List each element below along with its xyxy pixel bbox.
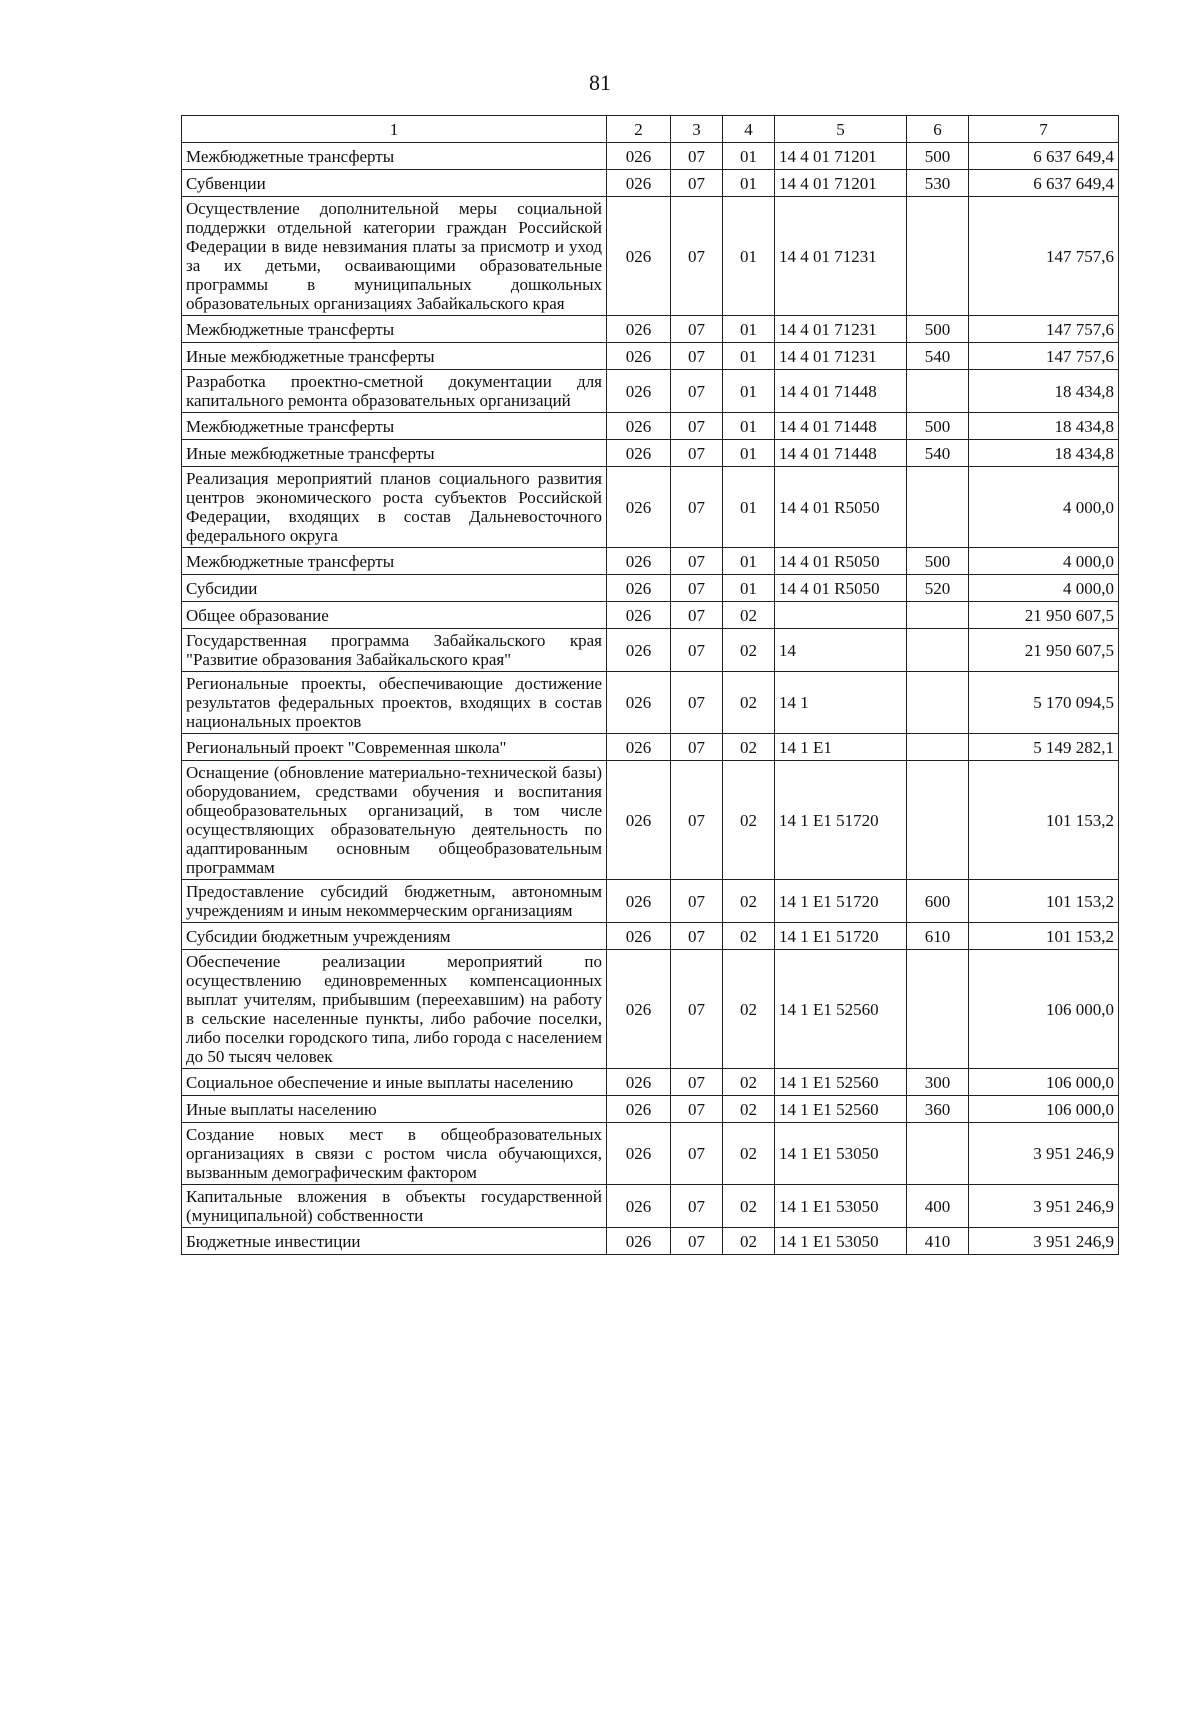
- amount-cell: 147 757,6: [969, 197, 1119, 316]
- table-row: [182, 1185, 1119, 1228]
- target-article-cell: 14 4 01 71448: [775, 413, 907, 440]
- section-code-cell: 07: [671, 734, 723, 761]
- ministry-code-cell: 026: [607, 1123, 671, 1185]
- table-row: [182, 1069, 1119, 1096]
- subsection-code-cell: 02: [723, 1123, 775, 1185]
- expense-type-cell: [907, 370, 969, 413]
- subsection-code-cell: 01: [723, 143, 775, 170]
- section-code-cell: 07: [671, 575, 723, 602]
- amount-cell: 18 434,8: [969, 413, 1119, 440]
- ministry-code-cell: 026: [607, 143, 671, 170]
- subsection-code-cell: 01: [723, 197, 775, 316]
- table-row: [182, 734, 1119, 761]
- target-article-cell: 14 1 E1 53050: [775, 1185, 907, 1228]
- target-article-cell: 14 1 E1 51720: [775, 923, 907, 950]
- budget-table: [181, 115, 1119, 1255]
- row-name-cell: Реализация мероприятий планов социального развития центров экономического роста субъектов Российской Федерации, входящих в состав Дальневосточного федерального округа: [182, 467, 607, 548]
- target-article-cell: 14 1 E1: [775, 734, 907, 761]
- ministry-code-cell: 026: [607, 880, 671, 923]
- target-article-cell: 14 1 E1 52560: [775, 1096, 907, 1123]
- row-name-cell: Иные межбюджетные трансферты: [182, 343, 607, 370]
- subsection-code-cell: 02: [723, 629, 775, 672]
- section-code-cell: 07: [671, 548, 723, 575]
- amount-cell: 21 950 607,5: [969, 602, 1119, 629]
- expense-type-cell: 540: [907, 440, 969, 467]
- section-code-cell: 07: [671, 672, 723, 734]
- ministry-code-cell: 026: [607, 170, 671, 197]
- section-code-cell: 07: [671, 143, 723, 170]
- ministry-code-cell: 026: [607, 575, 671, 602]
- target-article-cell: 14 4 01 71231: [775, 197, 907, 316]
- row-name-cell: Межбюджетные трансферты: [182, 548, 607, 575]
- ministry-code-cell: 026: [607, 950, 671, 1069]
- ministry-code-cell: 026: [607, 1069, 671, 1096]
- table-row: [182, 1228, 1119, 1255]
- page-number: 81: [589, 70, 611, 95]
- row-name-cell: Обеспечение реализации мероприятий по осуществлению единовременных компенсационных выплат учителям, прибывшим (переехавшим) на работу в сельские населенные пункты, либо рабочие поселки, либо поселки городского типа, либо города с населением до 50 тысяч человек: [182, 950, 607, 1069]
- row-name-cell: Региональный проект "Современная школа": [182, 734, 607, 761]
- ministry-code-cell: 026: [607, 440, 671, 467]
- row-name-cell: Межбюджетные трансферты: [182, 143, 607, 170]
- table-row: [182, 413, 1119, 440]
- expense-type-cell: 500: [907, 143, 969, 170]
- table-row: [182, 602, 1119, 629]
- subsection-code-cell: 02: [723, 1228, 775, 1255]
- expense-type-cell: [907, 672, 969, 734]
- table-row: [182, 629, 1119, 672]
- expense-type-cell: [907, 950, 969, 1069]
- amount-cell: 4 000,0: [969, 467, 1119, 548]
- subsection-code-cell: 01: [723, 548, 775, 575]
- amount-cell: 4 000,0: [969, 575, 1119, 602]
- section-code-cell: 07: [671, 467, 723, 548]
- expense-type-cell: [907, 467, 969, 548]
- row-name-cell: Осуществление дополнительной меры социальной поддержки отдельной категории граждан Российской Федерации в виде невзимания платы за присмотр и уход за их детьми, осваивающими образовательные программы в муниципальных дошкольных образовательных организациях Забайкальского края: [182, 197, 607, 316]
- section-code-cell: 07: [671, 1228, 723, 1255]
- table-row: [182, 923, 1119, 950]
- table-row: [182, 950, 1119, 1069]
- header-cell-3: 3: [671, 116, 723, 143]
- amount-cell: 101 153,2: [969, 761, 1119, 880]
- section-code-cell: 07: [671, 440, 723, 467]
- ministry-code-cell: 026: [607, 548, 671, 575]
- subsection-code-cell: 02: [723, 1096, 775, 1123]
- subsection-code-cell: 01: [723, 440, 775, 467]
- row-name-cell: Иные выплаты населению: [182, 1096, 607, 1123]
- row-name-cell: Иные межбюджетные трансферты: [182, 440, 607, 467]
- section-code-cell: 07: [671, 1123, 723, 1185]
- subsection-code-cell: 01: [723, 343, 775, 370]
- expense-type-cell: [907, 1123, 969, 1185]
- section-code-cell: 07: [671, 923, 723, 950]
- ministry-code-cell: 026: [607, 370, 671, 413]
- target-article-cell: 14 1 E1 53050: [775, 1123, 907, 1185]
- row-name-cell: Общее образование: [182, 602, 607, 629]
- target-article-cell: 14 1 E1 51720: [775, 880, 907, 923]
- row-name-cell: Предоставление субсидий бюджетным, автономным учреждениям и иным некоммерческим организациям: [182, 880, 607, 923]
- target-article-cell: 14 1 E1 52560: [775, 1069, 907, 1096]
- expense-type-cell: 610: [907, 923, 969, 950]
- expense-type-cell: 410: [907, 1228, 969, 1255]
- target-article-cell: 14 4 01 71448: [775, 370, 907, 413]
- ministry-code-cell: 026: [607, 343, 671, 370]
- target-article-cell: 14 1 E1 52560: [775, 950, 907, 1069]
- subsection-code-cell: 01: [723, 370, 775, 413]
- ministry-code-cell: 026: [607, 1096, 671, 1123]
- section-code-cell: 07: [671, 761, 723, 880]
- ministry-code-cell: 026: [607, 1185, 671, 1228]
- amount-cell: 4 000,0: [969, 548, 1119, 575]
- expense-type-cell: [907, 602, 969, 629]
- section-code-cell: 07: [671, 602, 723, 629]
- row-name-cell: Разработка проектно-сметной документации для капитального ремонта образовательных организаций: [182, 370, 607, 413]
- expense-type-cell: 300: [907, 1069, 969, 1096]
- section-code-cell: 07: [671, 1185, 723, 1228]
- amount-cell: 5 170 094,5: [969, 672, 1119, 734]
- row-name-cell: Оснащение (обновление материально-технической базы) оборудованием, средствами обучения и воспитания общеобразовательных организаций, в том числе осуществляющих образовательную деятельность по адаптированным основным общеобразовательным программам: [182, 761, 607, 880]
- amount-cell: 3 951 246,9: [969, 1185, 1119, 1228]
- amount-cell: 3 951 246,9: [969, 1228, 1119, 1255]
- expense-type-cell: 600: [907, 880, 969, 923]
- row-name-cell: Социальное обеспечение и иные выплаты населению: [182, 1069, 607, 1096]
- amount-cell: 106 000,0: [969, 1069, 1119, 1096]
- row-name-cell: Межбюджетные трансферты: [182, 316, 607, 343]
- target-article-cell: 14 1 E1 51720: [775, 761, 907, 880]
- table-row: [182, 1123, 1119, 1185]
- target-article-cell: 14 4 01 71201: [775, 143, 907, 170]
- ministry-code-cell: 026: [607, 672, 671, 734]
- section-code-cell: 07: [671, 1069, 723, 1096]
- row-name-cell: Государственная программа Забайкальского края "Развитие образования Забайкальского края": [182, 629, 607, 672]
- section-code-cell: 07: [671, 629, 723, 672]
- section-code-cell: 07: [671, 343, 723, 370]
- header-cell-5: 5: [775, 116, 907, 143]
- expense-type-cell: [907, 197, 969, 316]
- row-name-cell: Региональные проекты, обеспечивающие достижение результатов федеральных проектов, входящих в состав национальных проектов: [182, 672, 607, 734]
- subsection-code-cell: 01: [723, 170, 775, 197]
- expense-type-cell: 530: [907, 170, 969, 197]
- ministry-code-cell: 026: [607, 629, 671, 672]
- target-article-cell: 14 4 01 71448: [775, 440, 907, 467]
- section-code-cell: 07: [671, 1096, 723, 1123]
- subsection-code-cell: 02: [723, 734, 775, 761]
- target-article-cell: 14 4 01 71231: [775, 316, 907, 343]
- subsection-code-cell: 02: [723, 672, 775, 734]
- target-article-cell: [775, 602, 907, 629]
- ministry-code-cell: 026: [607, 734, 671, 761]
- amount-cell: 101 153,2: [969, 880, 1119, 923]
- expense-type-cell: 540: [907, 343, 969, 370]
- subsection-code-cell: 02: [723, 923, 775, 950]
- subsection-code-cell: 01: [723, 413, 775, 440]
- amount-cell: 21 950 607,5: [969, 629, 1119, 672]
- target-article-cell: 14 1 E1 53050: [775, 1228, 907, 1255]
- section-code-cell: 07: [671, 170, 723, 197]
- table-row: [182, 548, 1119, 575]
- table-row: [182, 197, 1119, 316]
- ministry-code-cell: 026: [607, 923, 671, 950]
- expense-type-cell: 520: [907, 575, 969, 602]
- amount-cell: 147 757,6: [969, 343, 1119, 370]
- amount-cell: 6 637 649,4: [969, 143, 1119, 170]
- subsection-code-cell: 01: [723, 467, 775, 548]
- header-cell-7: 7: [969, 116, 1119, 143]
- target-article-cell: 14 4 01 71201: [775, 170, 907, 197]
- ministry-code-cell: 026: [607, 316, 671, 343]
- ministry-code-cell: 026: [607, 413, 671, 440]
- row-name-cell: Бюджетные инвестиции: [182, 1228, 607, 1255]
- subsection-code-cell: 02: [723, 880, 775, 923]
- section-code-cell: 07: [671, 316, 723, 343]
- table-header-row: [182, 116, 1119, 143]
- table-row: [182, 672, 1119, 734]
- expense-type-cell: 500: [907, 316, 969, 343]
- amount-cell: 5 149 282,1: [969, 734, 1119, 761]
- expense-type-cell: 360: [907, 1096, 969, 1123]
- subsection-code-cell: 02: [723, 1069, 775, 1096]
- amount-cell: 3 951 246,9: [969, 1123, 1119, 1185]
- target-article-cell: 14 4 01 R5050: [775, 467, 907, 548]
- amount-cell: 6 637 649,4: [969, 170, 1119, 197]
- table-row: [182, 316, 1119, 343]
- subsection-code-cell: 02: [723, 761, 775, 880]
- row-name-cell: Субсидии: [182, 575, 607, 602]
- table-row: [182, 880, 1119, 923]
- header-cell-4: 4: [723, 116, 775, 143]
- target-article-cell: 14: [775, 629, 907, 672]
- subsection-code-cell: 02: [723, 1185, 775, 1228]
- ministry-code-cell: 026: [607, 1228, 671, 1255]
- row-name-cell: Капитальные вложения в объекты государственной (муниципальной) собственности: [182, 1185, 607, 1228]
- amount-cell: 106 000,0: [969, 1096, 1119, 1123]
- amount-cell: 147 757,6: [969, 316, 1119, 343]
- expense-type-cell: 500: [907, 413, 969, 440]
- table-row: [182, 343, 1119, 370]
- target-article-cell: 14 4 01 R5050: [775, 575, 907, 602]
- header-cell-6: 6: [907, 116, 969, 143]
- table-row: [182, 1096, 1119, 1123]
- target-article-cell: 14 4 01 71231: [775, 343, 907, 370]
- expense-type-cell: [907, 761, 969, 880]
- row-name-cell: Создание новых мест в общеобразовательных организациях в связи с ростом числа обучающихся, вызванным демографическим фактором: [182, 1123, 607, 1185]
- row-name-cell: Межбюджетные трансферты: [182, 413, 607, 440]
- expense-type-cell: [907, 629, 969, 672]
- ministry-code-cell: 026: [607, 467, 671, 548]
- row-name-cell: Субвенции: [182, 170, 607, 197]
- ministry-code-cell: 026: [607, 761, 671, 880]
- amount-cell: 101 153,2: [969, 923, 1119, 950]
- amount-cell: 18 434,8: [969, 440, 1119, 467]
- table-row: [182, 761, 1119, 880]
- section-code-cell: 07: [671, 413, 723, 440]
- section-code-cell: 07: [671, 197, 723, 316]
- target-article-cell: 14 4 01 R5050: [775, 548, 907, 575]
- header-cell-1: 1: [182, 116, 607, 143]
- ministry-code-cell: 026: [607, 602, 671, 629]
- expense-type-cell: [907, 734, 969, 761]
- table-row: [182, 143, 1119, 170]
- subsection-code-cell: 02: [723, 950, 775, 1069]
- ministry-code-cell: 026: [607, 197, 671, 316]
- table-row: [182, 170, 1119, 197]
- table-row: [182, 370, 1119, 413]
- section-code-cell: 07: [671, 880, 723, 923]
- expense-type-cell: 500: [907, 548, 969, 575]
- section-code-cell: 07: [671, 950, 723, 1069]
- subsection-code-cell: 01: [723, 316, 775, 343]
- table-row: [182, 467, 1119, 548]
- expense-type-cell: 400: [907, 1185, 969, 1228]
- subsection-code-cell: 01: [723, 575, 775, 602]
- table-row: [182, 440, 1119, 467]
- header-cell-2: 2: [607, 116, 671, 143]
- table-row: [182, 575, 1119, 602]
- section-code-cell: 07: [671, 370, 723, 413]
- row-name-cell: Субсидии бюджетным учреждениям: [182, 923, 607, 950]
- target-article-cell: 14 1: [775, 672, 907, 734]
- subsection-code-cell: 02: [723, 602, 775, 629]
- amount-cell: 106 000,0: [969, 950, 1119, 1069]
- amount-cell: 18 434,8: [969, 370, 1119, 413]
